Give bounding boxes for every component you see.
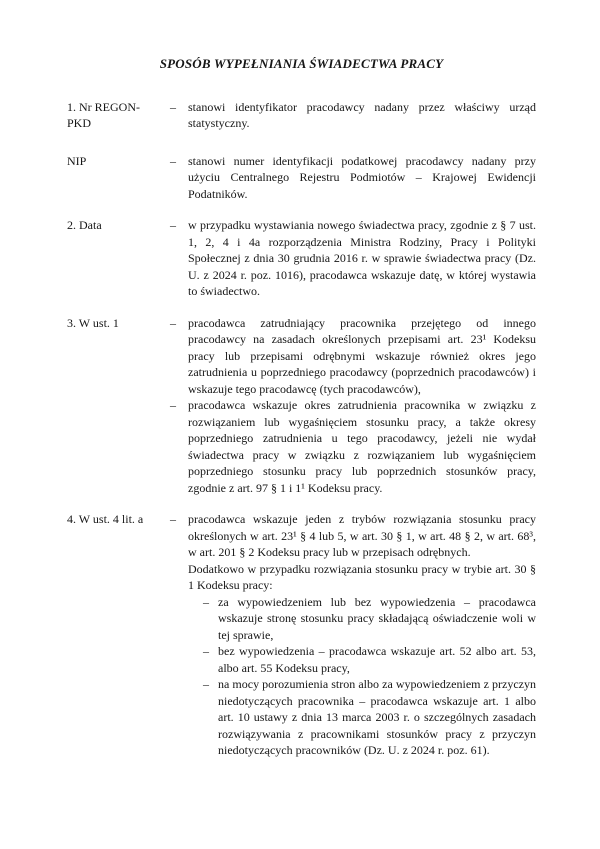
document-title: SPOSÓB WYPEŁNIANIA ŚWIADECTWA PRACY <box>159 56 444 71</box>
term-label: NIP <box>67 153 87 168</box>
definition-bullet <box>170 511 536 561</box>
definition-bullet <box>170 217 536 300</box>
definition-content <box>170 153 536 203</box>
definition-text: pracodawca wskazuje okres zatrudnienia pracownika w związku z rozwiązaniem lub wygaśnięciem stosunku pracy, a także okresy poprzedniego zatrudnienia u tego pracodawcy, jeżeli nie wydał świadectwa pracy w związku z rozwiązaniem lub wygaśnięciem poprzedniego stosunku pracy lub poprzednich stosunków pracy, zgodnie z art. 97 § 1 i 1¹ Kodeksu pracy. <box>188 398 536 495</box>
definition-bullet <box>170 99 536 132</box>
term-label: 2. Data <box>67 218 102 232</box>
section-w-ust-1 <box>67 315 536 497</box>
definition-text: na mocy porozumienia stron albo za wypowiedzeniem z przyczyn niedotyczących pracownika – pracodawca wskazuje art. 1 albo art. 10 ustawy z dnia 13 marca 2003 r. o szczególnych zasadach rozwiązywania z pracownikami stosunków pracy z przyczyn niedotyczących pracowników (Dz. U. z 2024 r. poz. 61). <box>218 677 536 757</box>
section-nip <box>67 153 536 203</box>
bullet-dash-marker: – <box>170 315 176 330</box>
definition-text: stanowi identyfikator pracodawcy nadany przez właściwy urząd statystyczny. <box>188 99 536 130</box>
definition-text: bez wypowiedzenia – pracodawca wskazuje art. 52 albo art. 53, albo art. 55 Kodeksu pracy, <box>218 644 536 675</box>
bullet-dash-marker: – <box>203 677 209 691</box>
definition-text: pracodawca zatrudniający pracownika przejętego od innego pracodawcy na zasadach określonych przepisami art. 23¹ Kodeksu pracy lub przepisami odrębnymi wskazuje również okres jego zatrudnienia u poprzedniego pracodawcy (poprzednich pracodawców) i wskazuje tego pracodawcę (tych pracodawców), <box>188 315 536 396</box>
definition-text: pracodawca wskazuje jeden z trybów rozwiązania stosunku pracy określonych w art. 23¹ § 4 lub 5, w art. 30 § 1, w art. 48 § 2, w art. 68³, w art. 201 § 2 Kodeksu pracy lub w przepisach odrębnych. <box>188 512 536 559</box>
term-label: 1. Nr REGON-PKD <box>67 99 140 130</box>
bullet-dash-marker: – <box>170 512 176 526</box>
definition-paragraph <box>170 561 536 594</box>
bullet-dash-marker: – <box>170 398 176 412</box>
definition-content <box>170 511 536 759</box>
section-w-ust-4-lit-a <box>67 511 536 759</box>
definition-sub-bullet <box>170 643 536 676</box>
definition-content <box>170 217 536 300</box>
bullet-dash-marker: – <box>203 644 209 658</box>
term-label: 4. W ust. 4 lit. a <box>67 512 144 526</box>
section-nr-regon-pkd <box>67 99 536 132</box>
bullet-dash-marker: – <box>203 594 209 609</box>
definition-bullet <box>170 153 536 203</box>
definition-content <box>170 99 536 132</box>
definition-text: stanowi numer identyfikacji podatkowej pracodawcy nadany przy użyciu Centralnego Rejestru Podmiotów – Krajowej Ewidencji Podatników. <box>188 153 536 201</box>
section-data <box>67 217 536 300</box>
bullet-dash-marker: – <box>170 153 176 168</box>
definition-text: za wypowiedzeniem lub bez wypowiedzenia – pracodawca wskazuje stronę stosunku pracy składającą oświadczenie woli w tej sprawie, <box>218 594 536 642</box>
bullet-dash-marker: – <box>170 218 176 232</box>
term-label: 3. W ust. 1 <box>67 315 119 330</box>
definition-content <box>170 315 536 497</box>
definition-bullet <box>170 315 536 398</box>
definition-sub-bullet <box>170 676 536 759</box>
definition-text: w przypadku wystawiania nowego świadectwa pracy, zgodnie z § 7 ust. 1, 2, 4 i 4a rozporządzenia Ministra Rodziny, Pracy i Polityki Społecznej z dnia 30 grudnia 2016 r. w sprawie świadectwa pracy (Dz. U. z 2024 r. poz. 1016), pracodawca wskazuje datę, w której wystawia to świadectwo. <box>188 218 536 298</box>
definition-bullet <box>170 397 536 496</box>
definition-text: Dodatkowo w przypadku rozwiązania stosunku pracy w trybie art. 30 § 1 Kodeksu pracy: <box>188 561 536 592</box>
definition-sub-bullet <box>170 594 536 644</box>
bullet-dash-marker: – <box>170 99 176 114</box>
